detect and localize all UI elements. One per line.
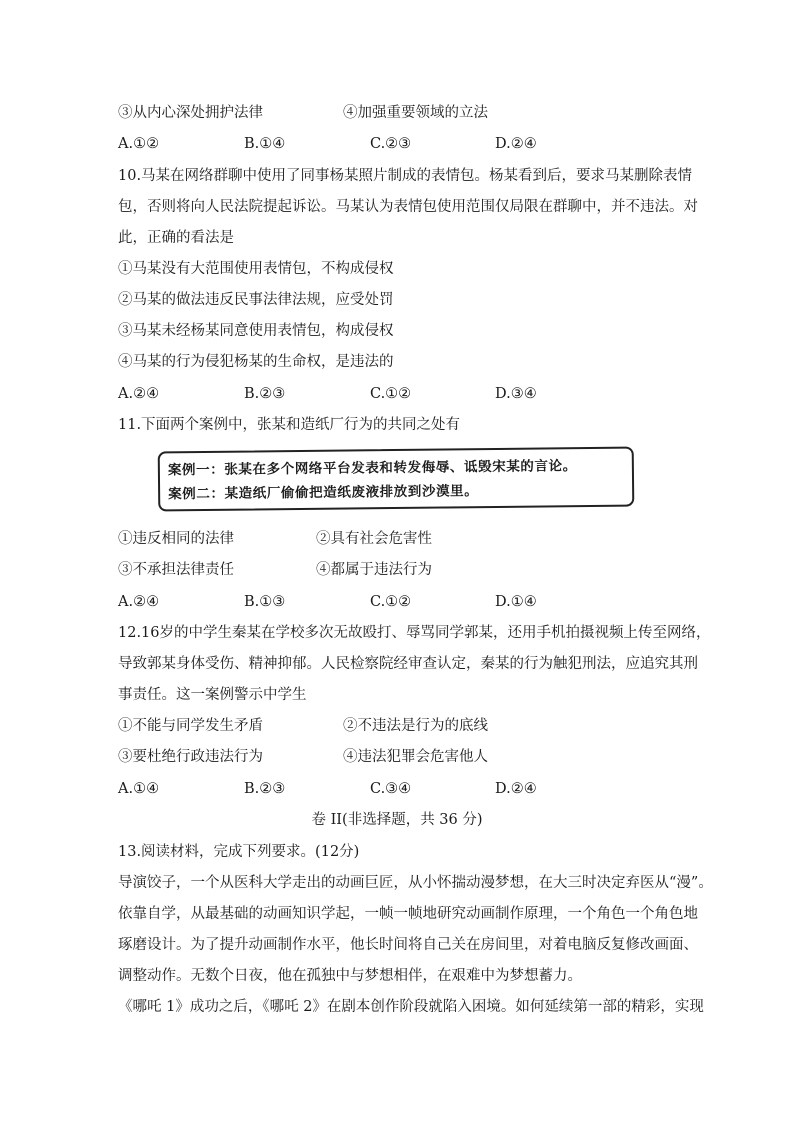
- q9-statement-4: ④加强重要领域的立法: [343, 105, 488, 121]
- q12-stem-line-2: 导致郭某身体受伤、精神抑郁。人民检察院经审查认定，秦某的行为触犯刑法，应追究其刑: [118, 656, 698, 672]
- q10-statement-1: ①马某没有大范围使用表情包，不构成侵权: [118, 261, 394, 277]
- q12-option-a: A.①④: [118, 781, 160, 797]
- q12-statement-1: ①不能与同学发生矛盾: [118, 718, 263, 734]
- q12-stem-line-3: 事责任。这一案例警示中学生: [118, 687, 307, 703]
- q12-stem-line-1: 12.16岁的中学生秦某在学校多次无故殴打、辱骂同学郭某，还用手机拍摄视频上传至网络，: [118, 625, 711, 641]
- q10-option-c: C.①②: [370, 386, 412, 402]
- q9-option-d: D.②④: [495, 136, 537, 152]
- q11-option-b: B.①③: [244, 594, 286, 610]
- q11-option-d: D.①④: [495, 594, 537, 610]
- q11-statement-3: ③不承担法律责任: [118, 562, 234, 578]
- case-box: [158, 447, 635, 512]
- q9-option-b: B.①④: [244, 136, 286, 152]
- section-title: 卷 II(非选择题，共 36 分): [311, 812, 483, 828]
- q11-option-a: A.②④: [118, 594, 160, 610]
- q12-statement-4: ④违法犯罪会危害他人: [343, 749, 488, 765]
- q10-statement-2: ②马某的做法违反民事法律法规，应受处罚: [118, 292, 394, 308]
- q12-option-b: B.②③: [244, 781, 286, 797]
- q12-option-c: C.③④: [370, 781, 412, 797]
- q13-material-line-1: 导演饺子，一个从医科大学走出的动画巨匠，从小怀揣动漫梦想，在大三时决定弃医从“漫”。: [118, 875, 713, 891]
- q12-option-d: D.②④: [495, 781, 537, 797]
- q11-statement-1: ①违反相同的法律: [118, 531, 234, 547]
- q10-statement-3: ③马某未经杨某同意使用表情包，构成侵权: [118, 323, 394, 339]
- q10-stem-line-3: 此，正确的看法是: [118, 230, 234, 246]
- q12-statement-2: ②不违法是行为的底线: [343, 718, 488, 734]
- q9-statement-3: ③从内心深处拥护法律: [118, 105, 263, 121]
- q10-option-a: A.②④: [118, 386, 160, 402]
- q11-option-c: C.①②: [370, 594, 412, 610]
- q11-statement-4: ④都属于违法行为: [316, 562, 432, 578]
- q11-stem: 11.下面两个案例中，张某和造纸厂行为的共同之处有: [118, 417, 461, 433]
- q12-statement-3: ③要杜绝行政违法行为: [118, 749, 263, 765]
- q13-material-line-3: 琢磨设计。为了提升动画制作水平，他长时间将自己关在房间里，对着电脑反复修改画面、: [118, 937, 698, 953]
- q9-option-c: C.②③: [370, 136, 412, 152]
- q13-material-line-4: 调整动作。无数个日夜，他在孤独中与梦想相伴，在艰难中为梦想蓄力。: [118, 968, 582, 984]
- q10-stem-line-2: 包，否则将向人民法院提起诉讼。马某认为表情包使用范围仅局限在群聊中，并不违法。对: [118, 199, 698, 215]
- q10-option-b: B.②③: [244, 386, 286, 402]
- q10-option-d: D.③④: [495, 386, 537, 402]
- q13-material-line-2: 依靠自学，从最基础的动画知识学起，一帧一帧地研究动画制作原理，一个角色一个角色地: [118, 906, 698, 922]
- case-1: 案例一：张某在多个网络平台发表和转发侮辱、诋毁宋某的言论。: [167, 458, 577, 479]
- case-2: 案例二：某造纸厂偷偷把造纸废液排放到沙漠里。: [168, 483, 479, 503]
- q10-statement-4: ④马某的行为侵犯杨某的生命权，是违法的: [118, 354, 394, 370]
- q11-statement-2: ②具有社会危害性: [316, 531, 432, 547]
- q13-stem: 13.阅读材料，完成下列要求。(12分): [118, 844, 360, 860]
- q9-option-a: A.①②: [118, 136, 160, 152]
- q13-material-line-5: 《哪吒 1》成功之后，《哪吒 2》在剧本创作阶段就陷入困境。如何延续第一部的精彩，实现: [118, 999, 704, 1015]
- q10-stem-line-1: 10.马某在网络群聊中使用了同事杨某照片制成的表情包。杨某看到后，要求马某删除表情: [118, 168, 693, 184]
